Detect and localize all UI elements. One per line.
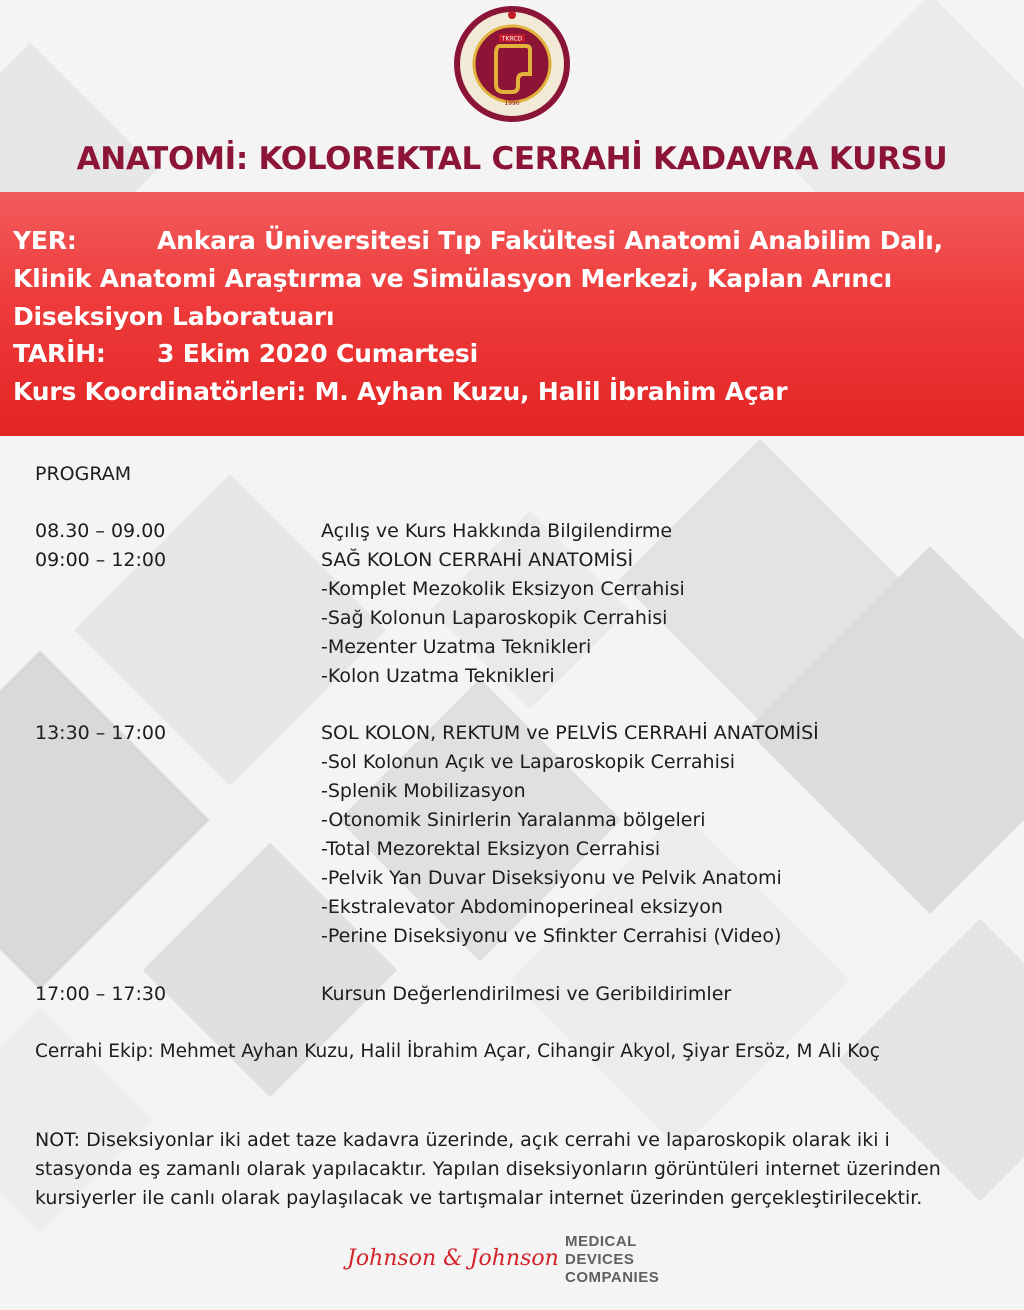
session-title: Açılış ve Kurs Hakkında Bilgilendirme [321,520,673,542]
program-heading: PROGRAM [35,463,132,485]
session-time: 09:00 – 12:00 [35,549,167,571]
location-line-1: Ankara Üniversitesi Tıp Fakültesi Anatomi Anabilim Dalı, [157,226,943,255]
list-item: -Sol Kolonun Açık ve Laparoskopik Cerrahisi [321,751,736,773]
session-title: SAĞ KOLON CERRAHİ ANATOMİSİ [321,549,634,571]
list-item: -Kolon Uzatma Teknikleri [321,665,555,687]
list-item: -Pelvik Yan Duvar Diseksiyonu ve Pelvik Anatomi [321,867,782,889]
jj-medical-text: MEDICAL DEVICES COMPANIES [565,1233,660,1286]
date-value: 3 Ekim 2020 Cumartesi [157,339,478,368]
list-item: -Sağ Kolonun Laparoskopik Cerrahisi [321,607,668,629]
tkrcd-logo [452,4,572,124]
surgical-team: Cerrahi Ekip: Mehmet Ayhan Kuzu, Halil İbrahim Açar, Cihangir Akyol, Şiyar Ersöz, M Ali Koç [35,1041,880,1062]
list-item: -Komplet Mezokolik Eksizyon Cerrahisi [321,578,685,600]
session-title: SOL KOLON, REKTUM ve PELVİS CERRAHİ ANATOMİSİ [321,722,819,744]
session-time: 13:30 – 17:00 [35,722,167,744]
date-label: TARİH: [13,339,106,368]
location-label: YER: [13,226,77,255]
session-time: 08.30 – 09.00 [35,520,166,542]
list-item: -Splenik Mobilizasyon [321,780,526,802]
session-time: 17:00 – 17:30 [35,983,167,1005]
info-banner [0,192,1024,436]
list-item: -Total Mezorektal Eksizyon Cerrahisi [321,838,661,860]
location-line-3: Diseksiyon Laboratuarı [13,302,335,331]
page-title: ANATOMİ: KOLOREKTAL CERRAHİ KADAVRA KURSU [76,141,948,177]
jj-script-logo: Johnson & Johnson [347,1246,559,1271]
list-item: -Ekstralevator Abdominoperineal eksizyon [321,896,723,918]
list-item: -Otonomik Sinirlerin Yaralanma bölgeleri [321,809,706,831]
list-item: -Perine Diseksiyonu ve Sfinkter Cerrahisi (Video) [321,925,782,947]
location-line-2: Klinik Anatomi Araştırma ve Simülasyon Merkezi, Kaplan Arıncı [13,264,892,293]
note-paragraph: NOT: Diseksiyonlar iki adet taze kadavra üzerinde, açık cerrahi ve laparoskopik olarak iki i stasyonda eş zamanlı olarak yapılacaktır. Yapılan diseksiyonların görüntüleri internet üzerinden kursiyerler ile canlı olarak paylaşılacak ve tartışmalar internet üzerinden gerçekleştirilecektir. [35,1129,941,1209]
svg-text:TKRCD: TKRCD [501,35,523,43]
svg-text:1990: 1990 [504,100,520,107]
session-title: Kursun Değerlendirilmesi ve Geribildirimler [321,983,732,1005]
coordinators: Kurs Koordinatörleri: M. Ayhan Kuzu, Halil İbrahim Açar [13,377,788,406]
sponsor-logo [347,1233,677,1301]
list-item: -Mezenter Uzatma Teknikleri [321,636,592,658]
